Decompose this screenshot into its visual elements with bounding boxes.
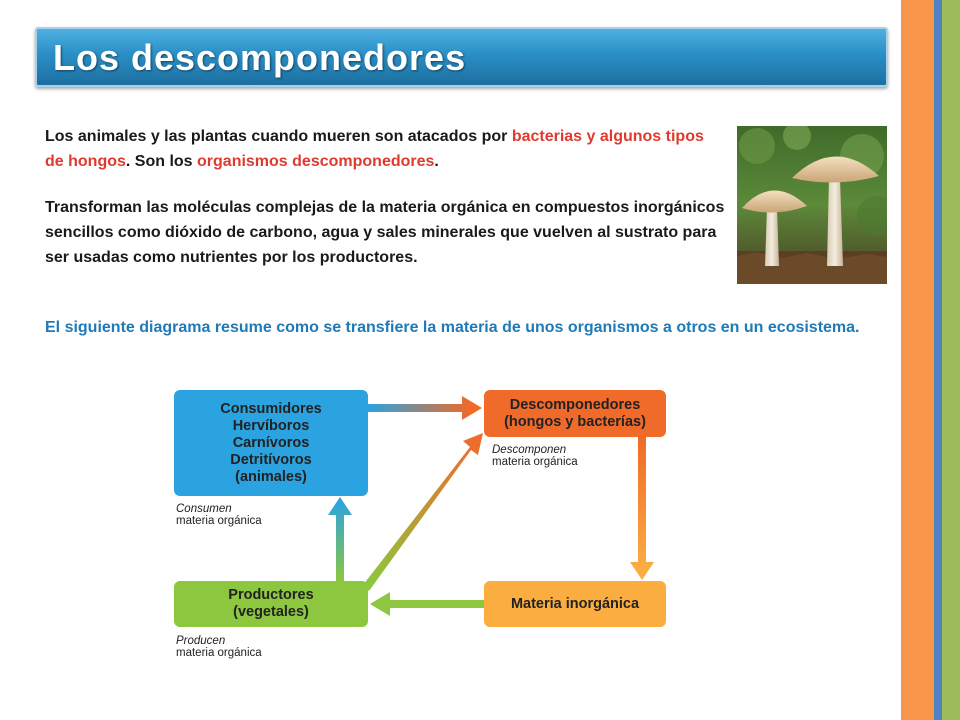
- box-inorganic-matter: [484, 581, 666, 627]
- side-stripe-orange: [901, 0, 934, 720]
- decomposers-caption: [492, 444, 578, 468]
- side-stripe-blue: [934, 0, 942, 720]
- box-consumers: [174, 390, 368, 496]
- intro-highlight-fungi: bacterias y algunos tipos de hongos: [45, 128, 704, 170]
- paragraph-transform: Transforman las moléculas complejas de la materia orgánica en compuestos inorgánicos sencillos como dióxido de carbono, agua y sales minerales que vuelven al sustrato para ser usadas como nutrientes por los productores.: [45, 199, 725, 266]
- decomposers-caption-object: materia orgánica: [492, 456, 578, 468]
- arrow-producers-to-decomposers: [363, 433, 483, 591]
- intro-text-3: .: [434, 153, 439, 170]
- inorganic-matter-label: Materia inorgánica: [510, 595, 640, 612]
- box-producers: [174, 581, 368, 627]
- arrow-inorganic-to-producers: [370, 592, 484, 616]
- consumers-label: Consumidores Hervíboros Carnívoros Detritívoros (animales): [220, 400, 322, 485]
- side-stripe-green: [942, 0, 960, 720]
- arrow-decomposers-to-inorganic: [630, 437, 654, 580]
- paragraph-intro: [45, 124, 725, 174]
- matter-cycle-diagram: [170, 385, 680, 665]
- title-bar: [35, 27, 888, 87]
- producers-caption-verb: Producen: [176, 635, 226, 647]
- slide-title: Los descomponedores: [53, 37, 467, 78]
- decomposers-caption-verb: Descomponen: [492, 444, 567, 456]
- paragraph-diagram-intro: El siguiente diagrama resume como se transfiere la materia de unos organismos a otros en un ecosistema.: [45, 319, 860, 336]
- consumers-caption: [176, 503, 262, 527]
- intro-text-1: Los animales y las plantas cuando mueren son atacados por: [45, 128, 512, 145]
- intro-highlight-decomposers: organismos descomponedores: [197, 153, 435, 170]
- box-decomposers: [484, 390, 666, 437]
- consumers-caption-verb: Consumen: [176, 503, 232, 515]
- producers-label: Productores (vegetales): [228, 587, 314, 620]
- consumers-caption-object: materia orgánica: [176, 515, 262, 527]
- decomposers-label: Descomponedores (hongos y bacterías): [504, 396, 646, 430]
- producers-caption-object: materia orgánica: [176, 647, 262, 659]
- producers-caption: [176, 635, 262, 659]
- mushroom-photo: [737, 126, 887, 284]
- arrow-consumers-to-decomposers: [368, 396, 482, 420]
- intro-text-2: . Son los: [125, 153, 198, 170]
- arrow-producers-to-consumers: [328, 497, 352, 581]
